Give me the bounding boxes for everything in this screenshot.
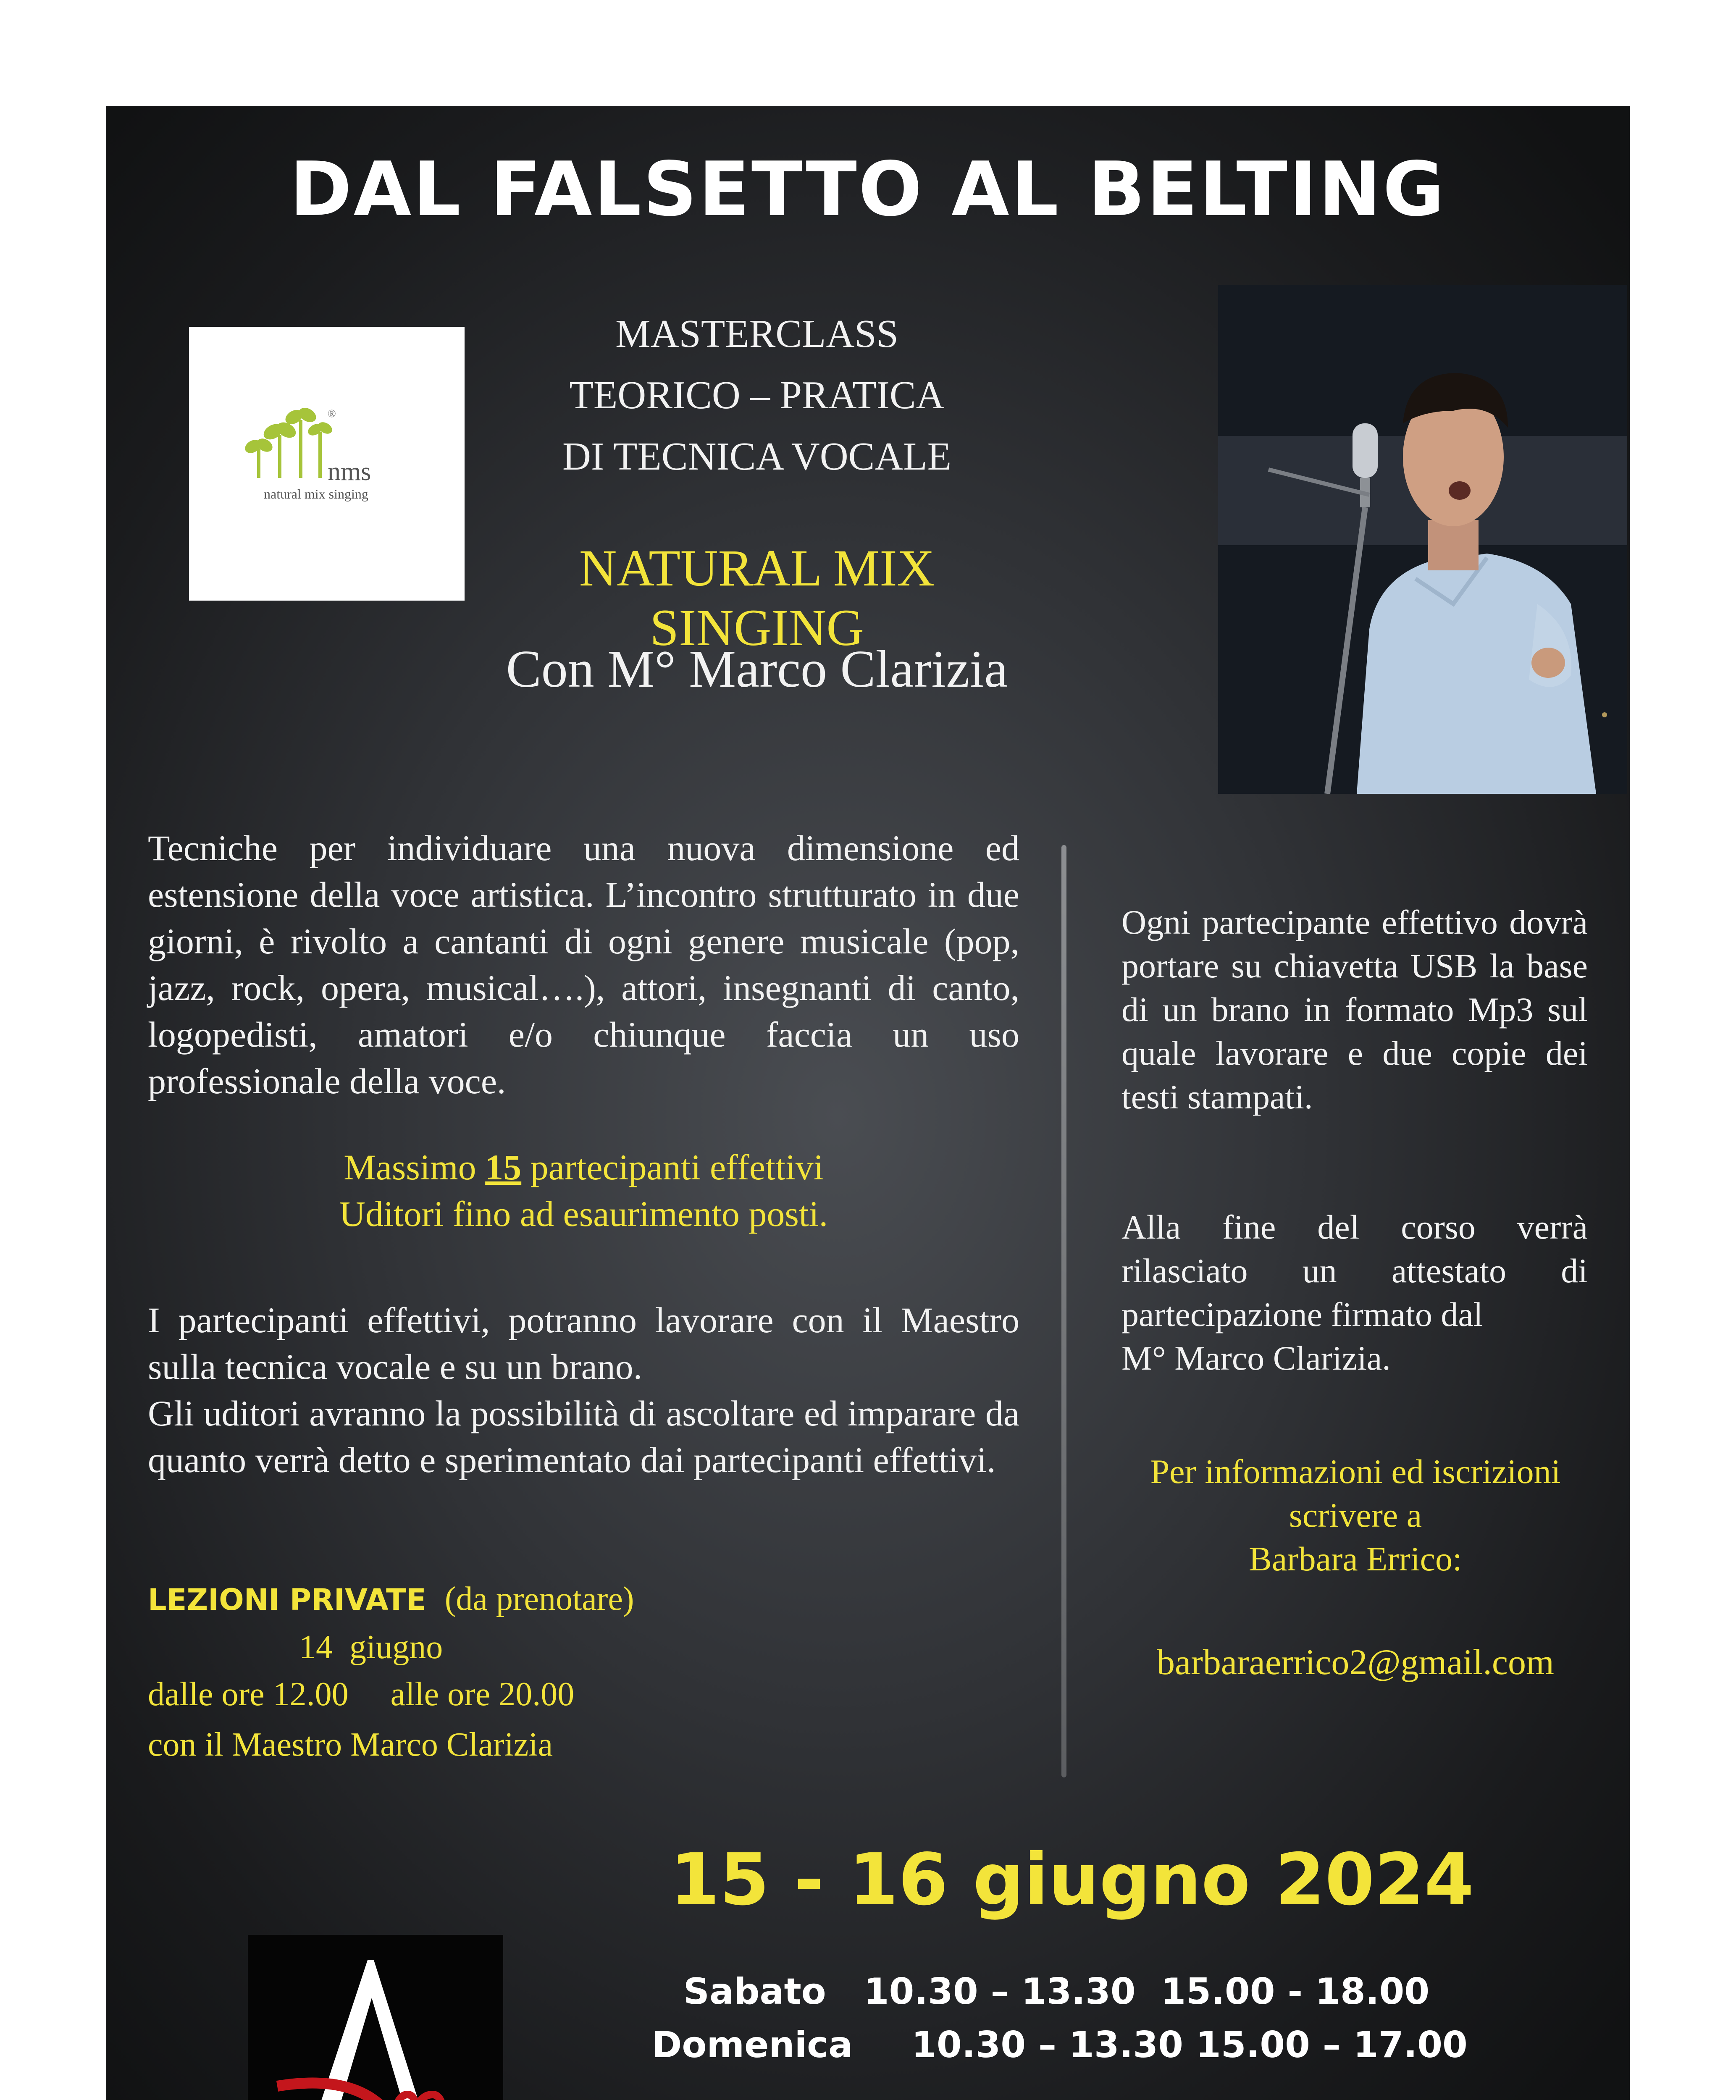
capacity-line-1: Massimo 15 partecipanti effettivi <box>344 1147 824 1187</box>
private-lessons-date: 14 giugno <box>299 1629 443 1666</box>
private-lessons-heading: LEZIONI PRIVATE <box>148 1583 426 1617</box>
subtitle-line-2: TEORICO – PRATICA <box>569 373 945 417</box>
nms-logo-name: natural mix singing <box>264 486 368 501</box>
participants-text-2: Gli uditori avranno la possibilità di ascoltare ed imparare da quanto verrà detto e sperimentato dai partecipanti effettivi. <box>148 1393 1019 1480</box>
nms-logo-abbr: nms <box>328 457 371 486</box>
intro-paragraph: Tecniche per individuare una nuova dimensione ed estensione della voce artistica. L’incontro strutturato in due giorni, è rivolto a cantanti di ogni genere musicale (pop, jazz, rock, opera, musical….), attori, insegnanti di canto, logopedisti, amatori e/o chiunque faccia un uso professionale della voce. <box>148 828 1019 1101</box>
method-title: NATURAL MIX SINGING <box>579 539 935 656</box>
schedule-day-sunday: Domenica <box>652 2024 853 2066</box>
hours-from: dalle ore 12.00 <box>148 1676 349 1713</box>
info-line-1: Per informazioni ed iscrizioni <box>1150 1452 1561 1491</box>
academy-am-icon <box>248 1935 503 2100</box>
schedule-day-saturday: Sabato <box>683 1971 826 2013</box>
private-lessons <box>148 1580 634 1618</box>
schedule-times-saturday: 10.30 – 13.30 15.00 - 18.00 <box>864 1971 1430 2013</box>
hours-to: alle ore 20.00 <box>390 1676 575 1713</box>
poster <box>106 106 1630 2100</box>
subtitle <box>547 303 967 487</box>
capacity-line-2: Uditori fino ad esaurimento posti. <box>339 1194 828 1234</box>
certificate-line-2: partecipazione firmato dal <box>1121 1295 1483 1334</box>
certificate-line-3: M° Marco Clarizia. <box>1121 1339 1391 1377</box>
poster-title: DAL FALSETTO AL BELTING <box>289 146 1446 233</box>
capacity-block <box>148 1144 1019 1237</box>
info-line-2: scrivere a <box>1289 1496 1422 1534</box>
schedule-row-saturday <box>683 1971 1429 2013</box>
participants-paragraph <box>148 1297 1019 1483</box>
nms-registered-mark: ® <box>328 407 336 420</box>
info-line-3: Barbara Errico: <box>1249 1540 1462 1578</box>
usb-paragraph: Ogni partecipante effettivo dovrà portare su chiavetta USB la base di un brano in formato Mp3 sul quale lavorare e due copie dei testi stampati. <box>1121 903 1588 1116</box>
schedule-row-sunday <box>652 2024 1468 2066</box>
nms-sprout-icon <box>189 327 465 601</box>
subtitle-line-3: DI TECNICA VOCALE <box>562 435 952 478</box>
singer-illustration <box>1218 285 1627 794</box>
subtitle-line-1: MASTERCLASS <box>615 312 898 356</box>
event-dates: 15 - 16 giugno 2024 <box>670 1838 1474 1922</box>
private-lessons-note: (da prenotare) <box>444 1580 634 1617</box>
nms-logo <box>189 327 465 601</box>
capacity-number: 15 <box>485 1147 522 1187</box>
certificate-paragraph <box>1121 1205 1588 1380</box>
private-lessons-hours <box>148 1675 574 1714</box>
teacher-name: Con M° Marco Clarizia <box>506 640 1008 698</box>
info-block <box>1114 1450 1597 1581</box>
column-divider <box>1061 845 1066 1777</box>
maestro-photo <box>1218 285 1627 794</box>
academy-logo <box>248 1935 503 2100</box>
contact-email[interactable]: barbaraerrico2@gmail.com <box>1157 1642 1554 1682</box>
schedule-times-sunday: 10.30 – 13.30 15.00 – 17.00 <box>911 2024 1468 2066</box>
private-lessons-with: con il Maestro Marco Clarizia <box>148 1726 553 1763</box>
participants-text-1: I partecipanti effettivi, potranno lavorare con il Maestro sulla tecnica vocale e su un brano. <box>148 1300 1019 1387</box>
certificate-line-1: Alla fine del corso verrà rilasciato un attestato di <box>1121 1208 1588 1290</box>
